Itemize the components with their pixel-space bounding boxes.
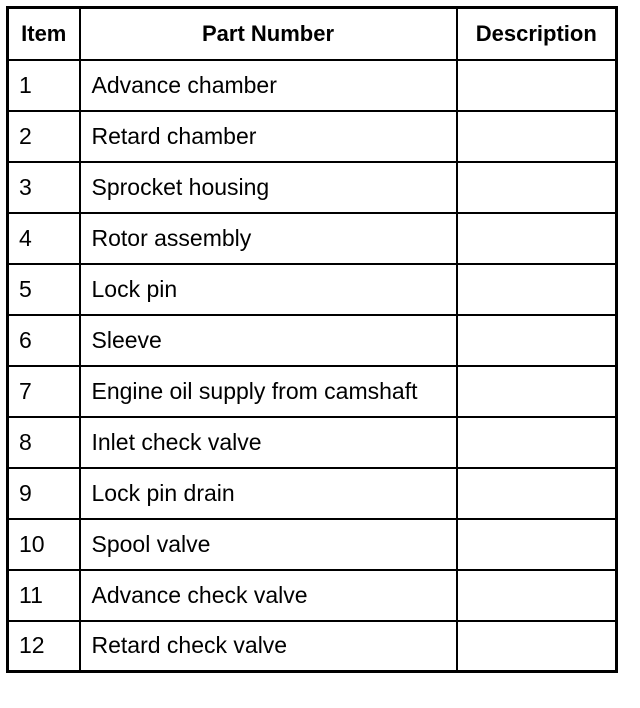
description-cell <box>457 366 617 417</box>
description-cell <box>457 570 617 621</box>
part-number-cell: Advance chamber <box>80 60 457 111</box>
description-cell <box>457 264 617 315</box>
description-cell <box>457 60 617 111</box>
description-cell <box>457 162 617 213</box>
table-row <box>8 111 617 162</box>
table-row <box>8 417 617 468</box>
part-number-cell: Advance check valve <box>80 570 457 621</box>
part-number-cell: Retard chamber <box>80 111 457 162</box>
part-number-cell: Sleeve <box>80 315 457 366</box>
table-row <box>8 468 617 519</box>
part-number-cell: Lock pin drain <box>80 468 457 519</box>
description-cell <box>457 417 617 468</box>
table-body <box>8 60 617 672</box>
table-row <box>8 570 617 621</box>
item-number-cell: 5 <box>8 264 80 315</box>
description-cell <box>457 111 617 162</box>
description-cell <box>457 213 617 264</box>
header-item: Item <box>8 8 80 60</box>
item-number-cell: 2 <box>8 111 80 162</box>
parts-table <box>6 6 618 673</box>
item-number-cell: 10 <box>8 519 80 570</box>
header-description: Description <box>457 8 617 60</box>
part-number-cell: Rotor assembly <box>80 213 457 264</box>
table-row <box>8 264 617 315</box>
part-number-cell: Lock pin <box>80 264 457 315</box>
item-number-cell: 1 <box>8 60 80 111</box>
item-number-cell: 11 <box>8 570 80 621</box>
table-row <box>8 366 617 417</box>
table-row <box>8 315 617 366</box>
header-part-number: Part Number <box>80 8 457 60</box>
part-number-cell: Retard check valve <box>80 621 457 672</box>
table-row <box>8 60 617 111</box>
part-number-cell: Inlet check valve <box>80 417 457 468</box>
part-number-cell: Sprocket housing <box>80 162 457 213</box>
part-number-cell: Spool valve <box>80 519 457 570</box>
table-row <box>8 213 617 264</box>
part-number-cell: Engine oil supply from camshaft <box>80 366 457 417</box>
table-header-row <box>8 8 617 60</box>
item-number-cell: 4 <box>8 213 80 264</box>
table-row <box>8 519 617 570</box>
item-number-cell: 3 <box>8 162 80 213</box>
item-number-cell: 7 <box>8 366 80 417</box>
item-number-cell: 9 <box>8 468 80 519</box>
item-number-cell: 8 <box>8 417 80 468</box>
description-cell <box>457 621 617 672</box>
description-cell <box>457 468 617 519</box>
item-number-cell: 12 <box>8 621 80 672</box>
table-row <box>8 162 617 213</box>
description-cell <box>457 519 617 570</box>
description-cell <box>457 315 617 366</box>
item-number-cell: 6 <box>8 315 80 366</box>
table-row <box>8 621 617 672</box>
